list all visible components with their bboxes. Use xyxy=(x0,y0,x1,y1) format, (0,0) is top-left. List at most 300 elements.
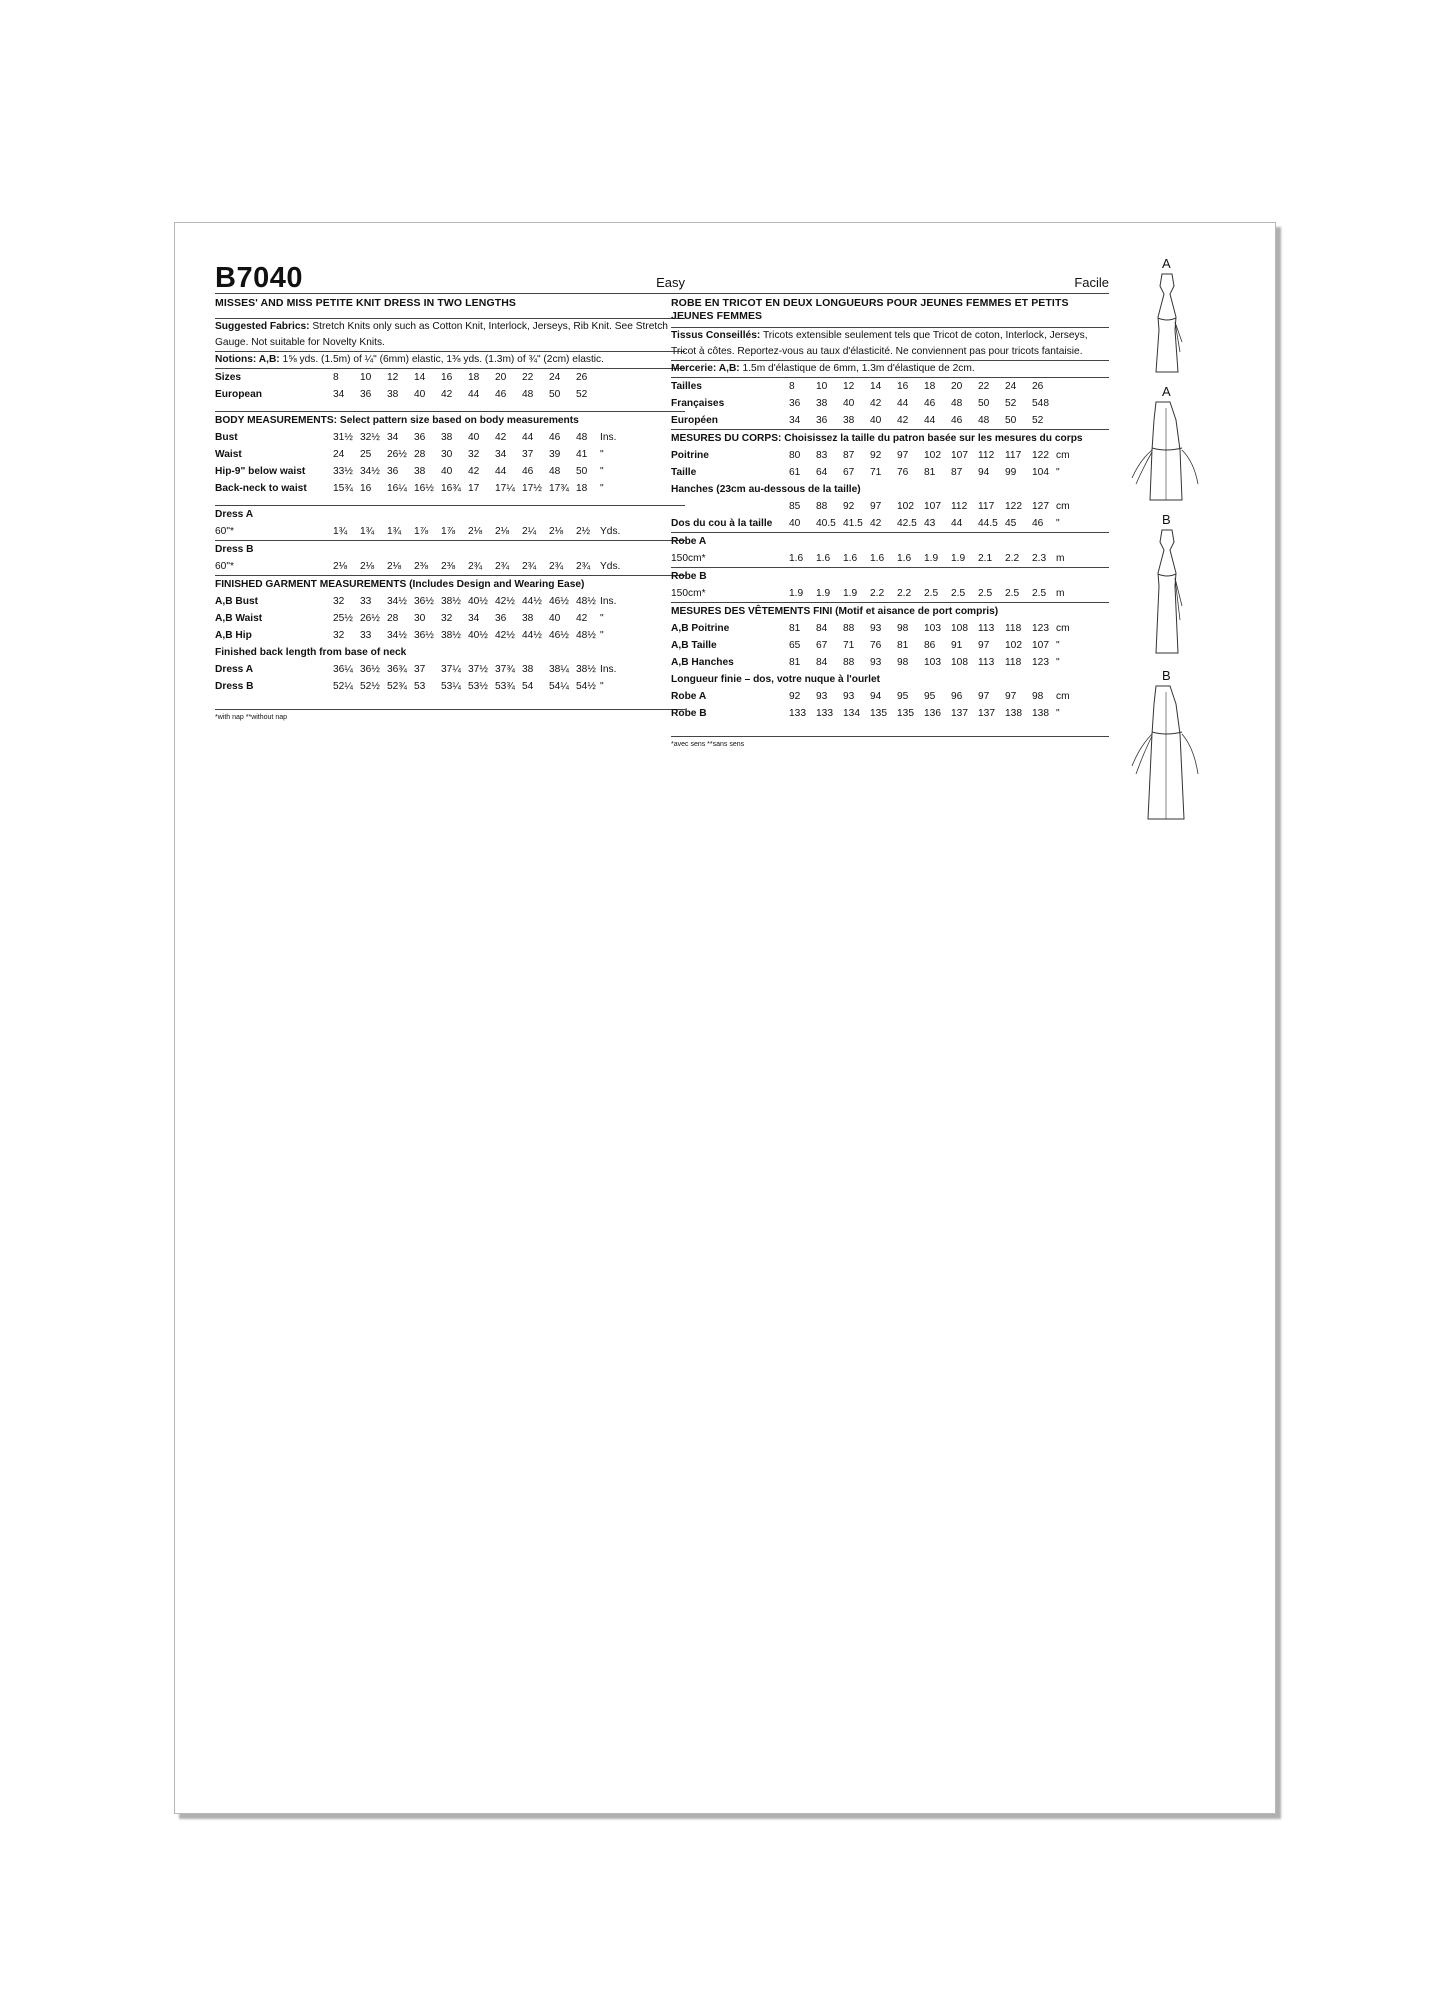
table-cell: 133 xyxy=(816,708,833,719)
table-cell: 122 xyxy=(1005,501,1022,512)
table-cell: 48 xyxy=(951,398,963,409)
table-cell: 52¾ xyxy=(387,681,407,692)
table-cell: 53 xyxy=(414,681,426,692)
table-cell: 48½ xyxy=(576,630,596,641)
table-cell: 28 xyxy=(414,449,426,460)
table-cell: " xyxy=(600,466,604,477)
table-cell: 52¼ xyxy=(333,681,353,692)
table-cell: 52 xyxy=(1032,415,1044,426)
table-cell: 42½ xyxy=(495,596,515,607)
table-cell: " xyxy=(600,681,604,692)
table-cell: 26½ xyxy=(387,449,407,460)
table-cell: 34 xyxy=(333,389,345,400)
french-column xyxy=(671,263,1109,748)
row-label: Françaises xyxy=(671,398,725,409)
table-cell: 52 xyxy=(576,389,588,400)
table-cell: 40½ xyxy=(468,630,488,641)
table-cell: 44½ xyxy=(522,596,542,607)
table-cell: 2.5 xyxy=(951,588,966,599)
table-cell: 25½ xyxy=(333,613,353,624)
table-cell: 33 xyxy=(360,630,372,641)
table-row xyxy=(671,705,1082,722)
table-cell: 10 xyxy=(360,372,372,383)
table-cell: 46 xyxy=(951,415,963,426)
table-cell: 34 xyxy=(495,449,507,460)
table-cell: 65 xyxy=(789,640,801,651)
row-label: 60"* xyxy=(215,526,234,537)
table-cell: 102 xyxy=(897,501,914,512)
table-cell: 48 xyxy=(978,415,990,426)
back-length-heading: Finished back length from base of neck xyxy=(215,647,407,658)
neck-table-fr xyxy=(671,515,1082,532)
view-label-a-back: A xyxy=(1162,384,1171,399)
dress-b-back-sketch xyxy=(1126,684,1206,824)
table-cell: 46½ xyxy=(549,596,569,607)
table-cell: 137 xyxy=(978,708,995,719)
table-cell: " xyxy=(1056,640,1060,651)
table-cell: 50 xyxy=(576,466,588,477)
table-cell: " xyxy=(1056,467,1060,478)
table-cell: 44 xyxy=(924,415,936,426)
table-cell: 40 xyxy=(441,466,453,477)
pattern-sheet xyxy=(174,222,1276,1814)
table-row xyxy=(671,688,1082,705)
body-measurements-table-fr xyxy=(671,447,1082,481)
table-cell: 18 xyxy=(576,483,588,494)
table-cell: 48 xyxy=(576,432,588,443)
table-cell: 94 xyxy=(870,691,882,702)
row-label: A,B Taille xyxy=(671,640,717,651)
row-label: Back-neck to waist xyxy=(215,483,307,494)
table-cell: 20 xyxy=(495,372,507,383)
table-cell: 24 xyxy=(1005,381,1017,392)
table-cell: 31½ xyxy=(333,432,353,443)
table-cell: 42½ xyxy=(495,630,515,641)
table-cell: 138 xyxy=(1005,708,1022,719)
table-cell: 36 xyxy=(789,398,801,409)
table-cell: 2⅛ xyxy=(495,526,510,537)
table-cell: 48½ xyxy=(576,596,596,607)
table-cell: 2½ xyxy=(576,526,591,537)
table-cell: 87 xyxy=(951,467,963,478)
table-cell: 40.5 xyxy=(816,518,836,529)
table-cell: 25 xyxy=(360,449,372,460)
table-cell: 16 xyxy=(897,381,909,392)
table-cell: 137 xyxy=(951,708,968,719)
table-cell: 112 xyxy=(951,501,968,512)
table-cell: 36 xyxy=(360,389,372,400)
table-cell: 38 xyxy=(414,466,426,477)
table-cell: 36½ xyxy=(360,664,380,675)
table-cell: 38 xyxy=(816,398,828,409)
table-cell: 2.2 xyxy=(1005,553,1020,564)
table-cell: 1.6 xyxy=(897,553,912,564)
table-cell: 93 xyxy=(816,691,828,702)
table-cell: 8 xyxy=(789,381,795,392)
finished-measurements-heading: FINISHED GARMENT MEASUREMENTS (Includes Design and Wearing Ease) xyxy=(215,579,585,590)
table-cell: 122 xyxy=(1032,450,1049,461)
footnote-fr: *avec sens **sans sens xyxy=(671,741,745,748)
table-cell: 12 xyxy=(387,372,399,383)
notions xyxy=(215,352,685,368)
row-label: A,B Bust xyxy=(215,596,259,607)
table-cell: 103 xyxy=(924,623,941,634)
table-cell: 46 xyxy=(495,389,507,400)
row-label: European xyxy=(215,389,262,400)
row-label: 150cm* xyxy=(671,553,706,564)
sizes-table xyxy=(215,369,626,403)
table-cell: 8 xyxy=(333,372,339,383)
row-label: Robe B xyxy=(671,708,707,719)
table-cell: 39 xyxy=(549,449,561,460)
table-cell: 37¼ xyxy=(441,664,461,675)
table-cell: 37 xyxy=(522,449,534,460)
table-cell: 2.1 xyxy=(978,553,993,564)
table-cell: 46 xyxy=(1032,518,1044,529)
footnote: *with nap **without nap xyxy=(215,714,287,721)
table-cell: 107 xyxy=(924,501,941,512)
table-cell: 42 xyxy=(897,415,909,426)
table-row xyxy=(671,412,1082,429)
table-cell: 113 xyxy=(978,657,995,668)
table-row xyxy=(215,661,626,678)
table-cell: 2¾ xyxy=(522,561,537,572)
table-cell: 54 xyxy=(522,681,534,692)
table-cell: 102 xyxy=(924,450,941,461)
table-cell: 37½ xyxy=(468,664,488,675)
table-cell: 44½ xyxy=(522,630,542,641)
table-row xyxy=(671,464,1082,481)
finished-measurements-table-fr xyxy=(671,620,1082,671)
table-cell: 2⅜ xyxy=(414,561,429,572)
table-cell: 108 xyxy=(951,657,968,668)
table-cell: 22 xyxy=(522,372,534,383)
table-cell: 2.3 xyxy=(1032,553,1047,564)
table-cell: 1.6 xyxy=(789,553,804,564)
table-cell: 88 xyxy=(843,657,855,668)
table-cell: 98 xyxy=(897,623,909,634)
table-cell: 108 xyxy=(951,623,968,634)
table-cell: " xyxy=(1056,518,1060,529)
table-cell: 91 xyxy=(951,640,963,651)
table-cell: 92 xyxy=(843,501,855,512)
row-label: Tailles xyxy=(671,381,702,392)
table-cell: 40 xyxy=(414,389,426,400)
table-cell: 97 xyxy=(978,691,990,702)
table-cell: 34½ xyxy=(387,596,407,607)
table-row xyxy=(215,558,626,575)
table-cell xyxy=(600,369,626,386)
table-cell: 84 xyxy=(816,623,828,634)
table-cell: 10 xyxy=(816,381,828,392)
table-cell: 36¾ xyxy=(387,664,407,675)
table-cell xyxy=(1056,395,1082,412)
body-measurements-heading-fr: MESURES DU CORPS: Choisissez la taille du patron basée sur les mesures du corps xyxy=(671,433,1083,444)
table-cell: 2⅛ xyxy=(468,526,483,537)
table-cell: 1¾ xyxy=(360,526,375,537)
row-label xyxy=(671,498,789,515)
table-cell: 16¼ xyxy=(387,483,407,494)
table-cell: 46½ xyxy=(549,630,569,641)
table-cell: 92 xyxy=(789,691,801,702)
table-cell: 136 xyxy=(924,708,941,719)
table-cell: 134 xyxy=(843,708,860,719)
table-cell: 2.2 xyxy=(897,588,912,599)
table-cell: 36 xyxy=(495,613,507,624)
table-cell: 42 xyxy=(870,518,882,529)
table-cell: m xyxy=(1056,553,1065,564)
table-cell: " xyxy=(1056,657,1060,668)
robe-a-yardage xyxy=(671,550,1082,567)
table-row xyxy=(671,550,1082,567)
table-cell: 2.5 xyxy=(1005,588,1020,599)
table-cell: 38 xyxy=(522,664,534,675)
finished-measurements-heading-fr: MESURES DES VÊTEMENTS FINI (Motif et aisance de port compris) xyxy=(671,606,999,617)
table-cell: 1.6 xyxy=(843,553,858,564)
table-cell: 14 xyxy=(414,372,426,383)
table-cell: 1.9 xyxy=(843,588,858,599)
table-cell: 97 xyxy=(897,450,909,461)
table-cell: 99 xyxy=(1005,467,1017,478)
table-cell: 54½ xyxy=(576,681,596,692)
table-cell: " xyxy=(600,483,604,494)
robe-b-heading: Robe B xyxy=(671,571,707,582)
difficulty-level: Easy xyxy=(656,275,685,290)
body-measurements-heading: BODY MEASUREMENTS: Select pattern size based on body measurements xyxy=(215,415,579,426)
view-label-a-front: A xyxy=(1162,256,1171,271)
dress-b-heading: Dress B xyxy=(215,544,254,555)
table-cell: 38 xyxy=(522,613,534,624)
table-cell: 36½ xyxy=(414,596,434,607)
table-cell: 32 xyxy=(333,630,345,641)
table-cell: 97 xyxy=(1005,691,1017,702)
view-label-b-back: B xyxy=(1162,668,1171,683)
table-cell: 36 xyxy=(387,466,399,477)
row-label: 60"* xyxy=(215,561,234,572)
row-label: A,B Poitrine xyxy=(671,623,730,634)
table-cell: 103 xyxy=(924,657,941,668)
table-cell: 34½ xyxy=(360,466,380,477)
table-cell: 1¾ xyxy=(333,526,348,537)
body-measurements-table xyxy=(215,429,626,497)
table-cell: 107 xyxy=(1032,640,1049,651)
table-cell: 53¾ xyxy=(495,681,515,692)
back-length-table xyxy=(215,661,626,695)
table-cell: 40 xyxy=(870,415,882,426)
table-cell: 17½ xyxy=(522,483,542,494)
table-cell: 2¾ xyxy=(495,561,510,572)
table-cell: 52 xyxy=(1005,398,1017,409)
table-cell: 34 xyxy=(387,432,399,443)
table-cell: 113 xyxy=(978,623,995,634)
table-cell: 96 xyxy=(951,691,963,702)
robe-a-heading: Robe A xyxy=(671,536,707,547)
table-cell: 26 xyxy=(1032,381,1044,392)
table-cell: 46 xyxy=(522,466,534,477)
table-cell: 67 xyxy=(816,640,828,651)
table-cell: 1.9 xyxy=(816,588,831,599)
back-length-table-fr xyxy=(671,688,1082,722)
finished-measurements-table xyxy=(215,593,626,644)
table-cell: 34½ xyxy=(387,630,407,641)
row-label: Robe A xyxy=(671,691,707,702)
table-cell: cm xyxy=(1056,691,1070,702)
table-cell: 85 xyxy=(789,501,801,512)
table-cell: 12 xyxy=(843,381,855,392)
table-cell: 123 xyxy=(1032,623,1049,634)
pattern-title-fr: ROBE EN TRICOT EN DEUX LONGUEURS POUR JEUNES FEMMES ET PETITS JEUNES FEMMES xyxy=(671,297,1069,322)
table-row xyxy=(671,395,1082,412)
table-cell: 32 xyxy=(468,449,480,460)
table-cell: 30 xyxy=(414,613,426,624)
table-cell: 88 xyxy=(843,623,855,634)
row-label: Sizes xyxy=(215,372,242,383)
table-cell: 76 xyxy=(897,467,909,478)
table-row xyxy=(215,627,626,644)
table-cell: 102 xyxy=(1005,640,1022,651)
table-cell: 40 xyxy=(843,398,855,409)
table-cell: 98 xyxy=(897,657,909,668)
table-cell: 44 xyxy=(468,389,480,400)
table-cell: 2¼ xyxy=(522,526,537,537)
table-cell: 84 xyxy=(816,657,828,668)
table-cell: 33 xyxy=(360,596,372,607)
table-row xyxy=(671,585,1082,602)
table-row xyxy=(215,386,626,403)
table-cell: 32 xyxy=(333,596,345,607)
difficulty-level-fr: Facile xyxy=(1074,275,1109,290)
table-cell: Ins. xyxy=(600,432,617,443)
table-cell: 97 xyxy=(978,640,990,651)
dress-b-front-sketch xyxy=(1142,528,1192,658)
row-label: Taille xyxy=(671,467,697,478)
table-cell: 33½ xyxy=(333,466,353,477)
table-cell: 48 xyxy=(549,466,561,477)
table-cell: cm xyxy=(1056,450,1070,461)
notions-text: 1⅝ yds. (1.5m) of ¼" (6mm) elastic, 1⅜ yds. (1.3m) of ¾" (2cm) elastic. xyxy=(282,354,604,365)
row-label: A,B Hanches xyxy=(671,657,734,668)
table-cell: 2.5 xyxy=(1032,588,1047,599)
table-cell: 17 xyxy=(468,483,480,494)
table-cell: 118 xyxy=(1005,657,1022,668)
table-row xyxy=(215,610,626,627)
table-cell: 138 xyxy=(1032,708,1049,719)
table-cell: 41.5 xyxy=(843,518,863,529)
row-label: Dress A xyxy=(215,664,254,675)
table-cell: 44.5 xyxy=(978,518,998,529)
table-cell: 1.6 xyxy=(870,553,885,564)
table-cell: 18 xyxy=(468,372,480,383)
table-cell: 81 xyxy=(789,657,801,668)
table-cell: 50 xyxy=(1005,415,1017,426)
table-cell: 18 xyxy=(924,381,936,392)
table-row xyxy=(215,446,626,463)
row-label: Poitrine xyxy=(671,450,709,461)
table-cell: 1⅞ xyxy=(441,526,456,537)
table-cell: 36 xyxy=(414,432,426,443)
table-row xyxy=(671,637,1082,654)
table-cell: 88 xyxy=(816,501,828,512)
robe-b-yardage xyxy=(671,585,1082,602)
table-cell: 117 xyxy=(978,501,995,512)
table-cell: 2¾ xyxy=(468,561,483,572)
table-row xyxy=(671,654,1082,671)
table-cell: " xyxy=(600,613,604,624)
table-cell: 97 xyxy=(870,501,882,512)
table-cell: 40 xyxy=(468,432,480,443)
table-cell xyxy=(600,386,626,403)
table-cell: 76 xyxy=(870,640,882,651)
table-row xyxy=(671,378,1082,395)
row-label: 150cm* xyxy=(671,588,706,599)
table-cell: cm xyxy=(1056,501,1070,512)
table-cell: Ins. xyxy=(600,664,617,675)
table-cell: 43 xyxy=(924,518,936,529)
table-cell: 54¼ xyxy=(549,681,569,692)
table-cell: 135 xyxy=(897,708,914,719)
table-cell: 46 xyxy=(549,432,561,443)
table-cell: 48 xyxy=(522,389,534,400)
table-cell: 20 xyxy=(951,381,963,392)
table-cell: 15¾ xyxy=(333,483,353,494)
dress-a-front-sketch xyxy=(1142,272,1192,382)
table-cell: " xyxy=(600,449,604,460)
table-row xyxy=(215,480,626,497)
table-cell: 133 xyxy=(789,708,806,719)
table-cell: 38½ xyxy=(441,596,461,607)
table-cell: 44 xyxy=(495,466,507,477)
table-row xyxy=(215,369,626,386)
table-row xyxy=(215,593,626,610)
table-cell: 53½ xyxy=(468,681,488,692)
notions-text-fr: 1.5m d'élastique de 6mm, 1.3m d'élastique de 2cm. xyxy=(742,363,975,374)
row-label: A,B Waist xyxy=(215,613,263,624)
row-label: Waist xyxy=(215,449,242,460)
back-length-heading-fr: Longueur finie – dos, votre nuque à l'ourlet xyxy=(671,674,881,685)
table-cell: 2⅛ xyxy=(333,561,348,572)
dress-a-yardage xyxy=(215,523,626,540)
table-cell: 32½ xyxy=(360,432,380,443)
dress-a-back-sketch xyxy=(1126,400,1206,510)
hip-heading-fr: Hanches (23cm au-dessous de la taille) xyxy=(671,484,861,495)
row-label: Dos du cou à la taille xyxy=(671,518,773,529)
table-cell: 37¾ xyxy=(495,664,515,675)
table-cell: 44 xyxy=(522,432,534,443)
table-cell: 42 xyxy=(441,389,453,400)
notions-label-fr: Mercerie: A,B: xyxy=(671,363,740,374)
table-cell: Yds. xyxy=(600,561,621,572)
notions-label: Notions: A,B: xyxy=(215,354,280,365)
table-cell: 548 xyxy=(1032,398,1049,409)
table-cell: 50 xyxy=(978,398,990,409)
table-cell: 95 xyxy=(924,691,936,702)
table-cell: 38¼ xyxy=(549,664,569,675)
table-cell: 2¾ xyxy=(549,561,564,572)
table-cell: 24 xyxy=(549,372,561,383)
hip-table-fr xyxy=(671,498,1082,515)
table-row xyxy=(215,429,626,446)
table-cell: 14 xyxy=(870,381,882,392)
table-cell: 87 xyxy=(843,450,855,461)
table-cell: 1.9 xyxy=(951,553,966,564)
table-cell: 1.9 xyxy=(924,553,939,564)
table-cell: 2⅜ xyxy=(441,561,456,572)
table-cell: 2¾ xyxy=(576,561,591,572)
sizes-table-fr xyxy=(671,378,1082,429)
table-cell: 117 xyxy=(1005,450,1022,461)
table-cell: 93 xyxy=(870,657,882,668)
table-cell xyxy=(1056,412,1082,429)
